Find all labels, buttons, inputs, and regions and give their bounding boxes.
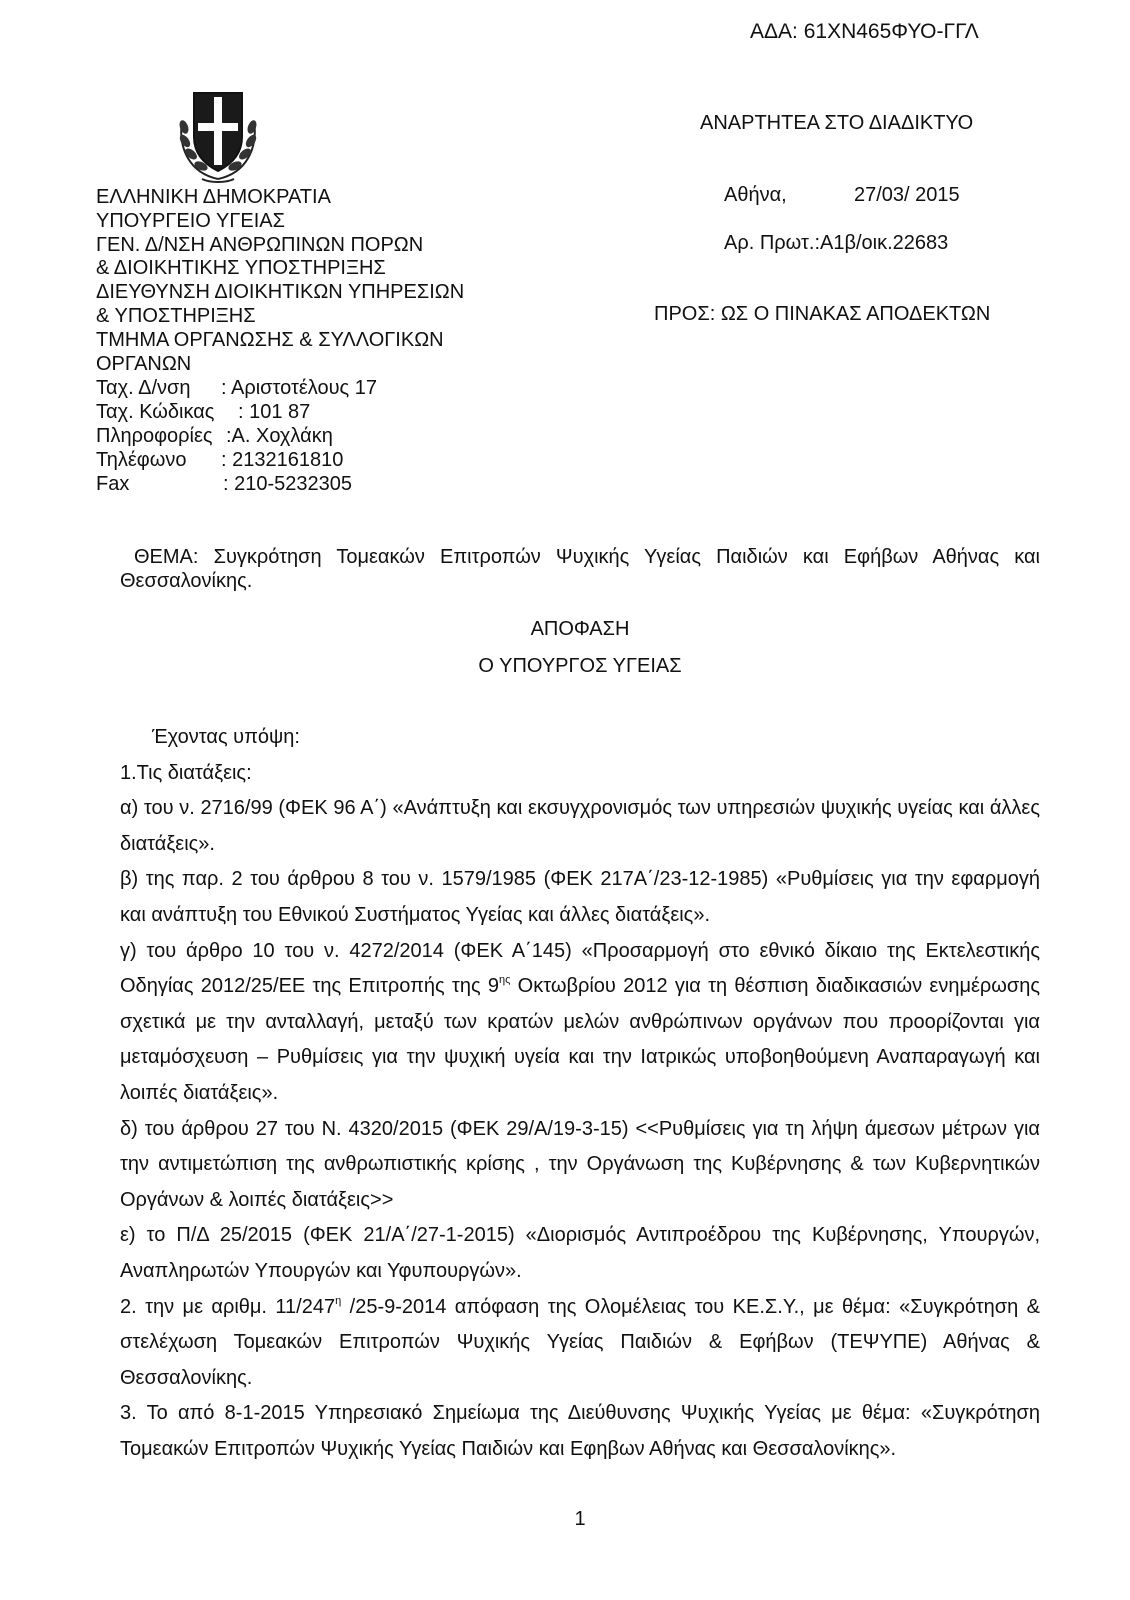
contact-row [96, 424, 377, 448]
contact-label: Τηλέφωνο [96, 449, 187, 471]
consideration-item-2 [120, 1290, 1040, 1397]
issuer-line: ΔΙΕΥΘΥΝΣΗ ΔΙΟΙΚΗΤΙΚΩΝ ΥΠΗΡΕΣΙΩΝ [96, 281, 465, 304]
contact-value: : 101 87 [238, 401, 311, 423]
contact-row [96, 448, 377, 472]
contact-label: Πληροφορίες [96, 425, 213, 447]
ordinal-superscript: η [335, 1294, 342, 1307]
date-label: Αθήνα, [724, 184, 787, 206]
ordinal-superscript: ης [498, 974, 511, 987]
contact-label: Fax [96, 473, 130, 495]
consideration-item-3: 3. Το από 8-1-2015 Υπηρεσιακό Σημείωμα της Διεύθυνσης Ψυχικής Υγείας με θέμα: «Συγκρότηση Τομεακών Επιτροπών Ψυχικής Υγείας Παιδιών και Εφηβων Αθήνας και Θεσσαλονίκης». [120, 1402, 1040, 1460]
issuer-line: & ΔΙΟΙΚΗΤΙΚΗΣ ΥΠΟΣΤΗΡΙΞΗΣ [96, 257, 386, 280]
provision-item-a: α) του ν. 2716/99 (ΦΕΚ 96 Α΄) «Ανάπτυξη και εκσυγχρονισμός των υπηρεσιών ψυχικής υγείας και άλλες διατάξεις». [120, 797, 1040, 855]
consideration-item-2-text: /25-9-2014 απόφαση της Ολομέλειας του ΚΕ.Σ.Υ., με θέμα: «Συγκρότηση & στελέχωση Τομεακών Επιτροπών Ψυχικής Υγείας Παιδιών & Εφήβων (ΤΕΨΥΠΕ) Αθήνας & Θεσσαλονίκης. [120, 1295, 1040, 1389]
issuer-block [96, 185, 464, 375]
contact-value: : 2132161810 [221, 449, 344, 471]
contact-value: : Αριστοτέλους 17 [221, 377, 377, 399]
document-body [120, 720, 1040, 1467]
provision-item-c [120, 934, 1040, 1112]
issuer-line: ΕΛΛΗΝΙΚΗ ΔΗΜΟΚΡΑΤΙΑ [96, 186, 331, 208]
decision-title: ΑΠΟΦΑΣΗ [530, 618, 630, 640]
provision-item-d: δ) του άρθρου 27 του Ν. 4320/2015 (ΦΕΚ 29/Α/19-3-15) <<Ρυθμίσεις για τη λήψη άμεσων μέτρων για την αντιμετώπιση της ανθρωπιστικής κρίσης , την Οργάνωση της Κυβέρνησης & των Κυβερνητικών Οργάνων & λοιπές διατάξεις>> [120, 1117, 1040, 1211]
contact-row [96, 376, 377, 400]
issuer-line: ΥΠΟΥΡΓΕΙΟ ΥΓΕΙΑΣ [96, 209, 285, 232]
minister-title: Ο ΥΠΟΥΡΓΟΣ ΥΓΕΙΑΣ [478, 655, 682, 677]
provision-item-b: β) της παρ. 2 του άρθρου 8 του ν. 1579/1985 (ΦΕΚ 217Α΄/23-12-1985) «Ρυθμίσεις για την εφαρμογή και ανάπτυξη του Εθνικού Συστήματος Υγείας και άλλες διατάξεις». [120, 868, 1040, 926]
provision-item-c-text: Οκτωβρίου 2012 για τη θέσπιση διαδικασιών ενημέρωσης σχετικά με την ανταλλαγή, μεταξύ των κρατών μελών ανθρώπινων οργάνων που προορίζονται για μεταμόσχευση – Ρυθμίσεις για την ψυχική υγεία και την Ιατρικώς υποβοηθούμενη Αναπαραγωγή και λοιπές διατάξεις». [120, 975, 1040, 1104]
issuer-line: ΟΡΓΑΝΩΝ [96, 352, 192, 375]
publish-notice: ΑΝΑΡΤΗΤΕΑ ΣΤΟ ΔΙΑΔΙΚΤΥΟ [700, 112, 974, 134]
document-date [724, 183, 960, 207]
date-value: 27/03/ 2015 [854, 184, 960, 206]
provisions-heading: 1.Τις διατάξεις: [120, 761, 252, 784]
considering-line: Έχοντας υπόψη: [152, 726, 300, 748]
coat-of-arms-icon [172, 87, 264, 185]
issuer-line: ΤΜΗΜΑ ΟΡΓΑΝΩΣΗΣ & ΣΥΛΛΟΓΙΚΩΝ [96, 328, 444, 351]
contact-label: Ταχ. Κώδικας [96, 401, 215, 423]
contact-details [96, 376, 377, 496]
consideration-item-2-text: 2. την με αριθμ. 11/247 [120, 1295, 336, 1318]
provision-item-e: ε) το Π/Δ 25/2015 (ΦΕΚ 21/Α΄/27-1-2015) «Διορισμός Αντιπροέδρου της Κυβέρνησης, Υπουργών, Αναπληρωτών Υπουργών και Υφυπουργών». [120, 1224, 1040, 1282]
subject-text: ΘΕΜΑ: Συγκρότηση Τομεακών Επιτροπών Ψυχικής Υγείας Παιδιών και Εφήβων Αθήνας και Θεσσαλονίκης. [120, 546, 1040, 592]
contact-value: :Α. Χοχλάκη [226, 425, 333, 447]
recipients-line: ΠΡΟΣ: ΩΣ Ο ΠΙΝΑΚΑΣ ΑΠΟΔΕΚΤΩΝ [654, 303, 991, 325]
contact-label: Ταχ. Δ/νση [96, 377, 191, 399]
page-number: 1 [574, 1508, 586, 1530]
provision-item-c-text: γ) του άρθρο 10 του ν. 4272/2014 (ΦΕΚ Α΄145) «Προσαρμογή στο εθνικό δίκαιο της Εκτελεστικής Οδηγίας 2012/25/ΕΕ της Επιτροπής της 9 [120, 939, 1040, 998]
issuer-line: ΓΕΝ. Δ/ΝΣΗ ΑΝΘΡΩΠΙΝΩΝ ΠΟΡΩΝ [96, 233, 424, 256]
contact-value: : 210-5232305 [223, 473, 353, 495]
subject-line [120, 545, 1040, 593]
ada-code: ΑΔΑ: 61ΧΝ465ΦΥΟ-ΓΓΛ [750, 20, 979, 43]
protocol-number: Αρ. Πρωτ.:Α1β/οικ.22683 [724, 232, 949, 254]
contact-row [96, 400, 377, 424]
contact-row [96, 472, 377, 496]
issuer-line: & ΥΠΟΣΤΗΡΙΞΗΣ [96, 304, 256, 327]
